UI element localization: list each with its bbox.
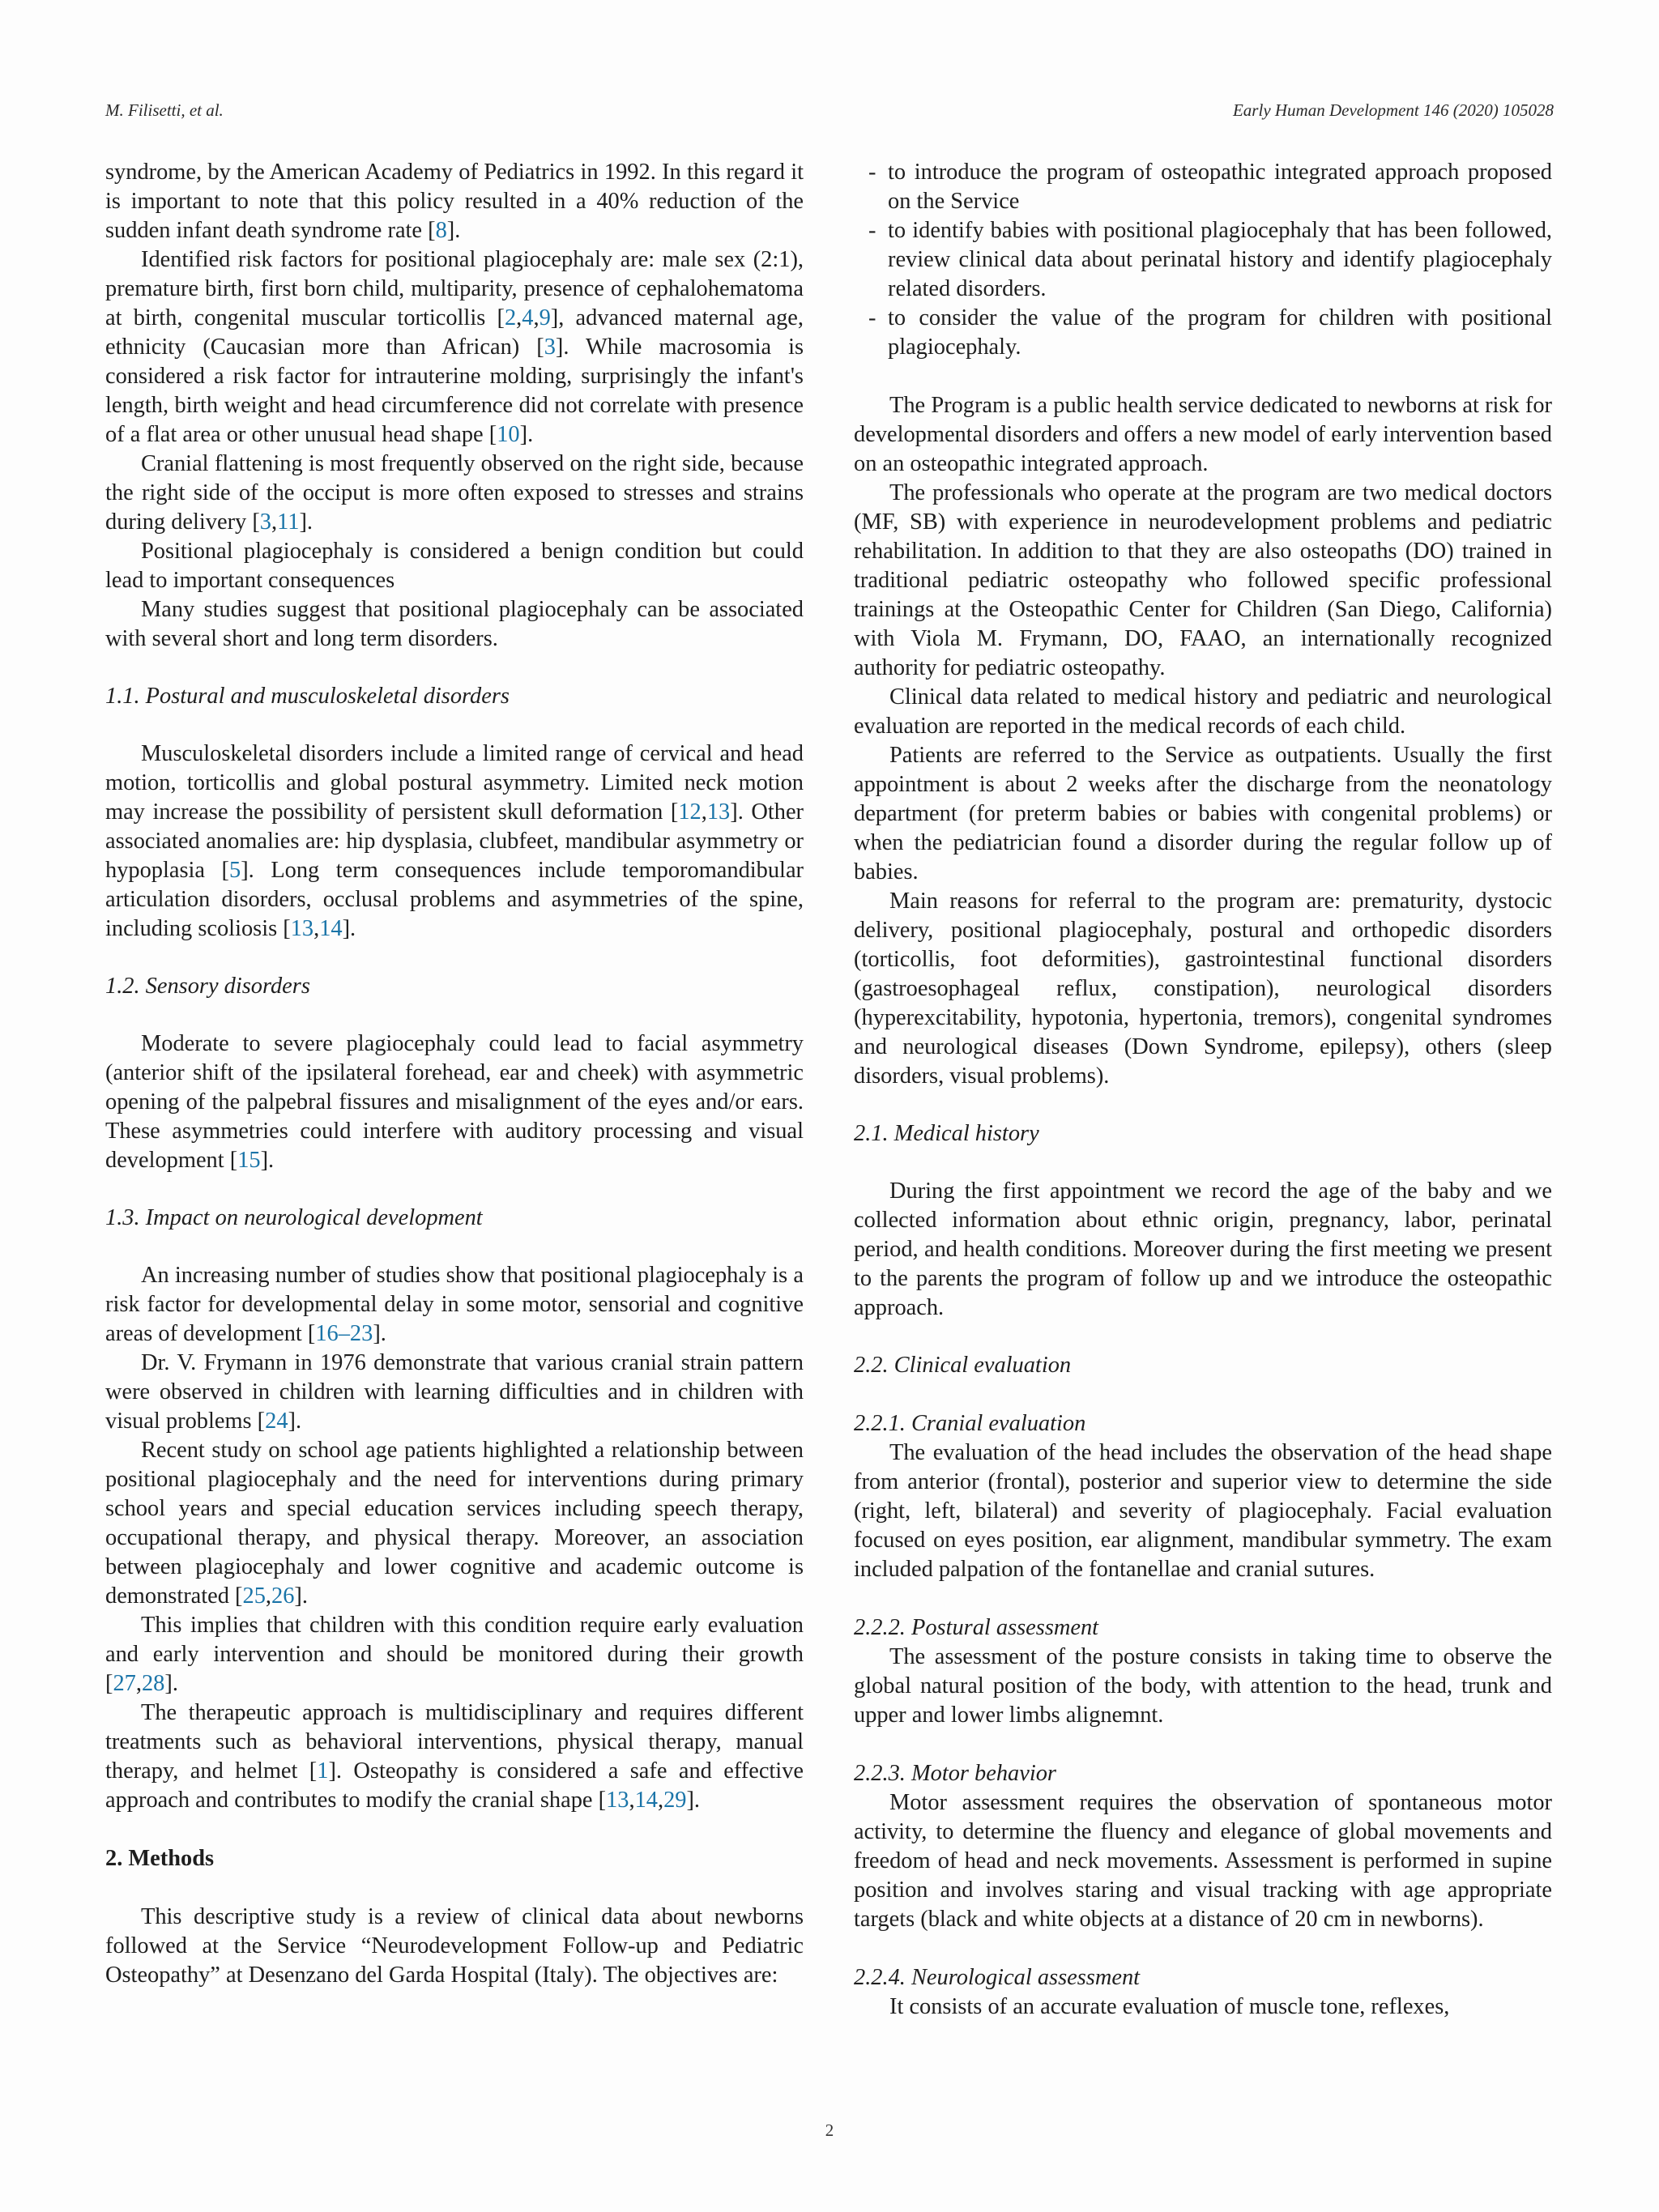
- list-item: - to identify babies with positional plagiocephaly that has been followed, review clinical data about perinatal history and identify plagiocephaly related disorders.: [868, 218, 1552, 301]
- paragraph: [105, 595, 804, 654]
- text-run: ]. Long term consequences include temporomandibular articulation disorders, occlusal problems and asymmetries of the spine, including scoliosis [: [105, 858, 804, 941]
- running-head-journal: Early Human Development 146 (2020) 105028: [1232, 100, 1554, 120]
- paragraph: The professionals who operate at the program are two medical doctors (MF, SB) with experience in neurodevelopment problems and pediatric rehabilitation. In addition to that they are also osteopaths (DO) trained in traditional pediatric osteopathy who followed specific professional trainings at the Osteopathic Center for Children (San Diego, California) with Viola M. Frymann, DO, FAAO, an internationally recognized authority for pediatric osteopathy.: [854, 480, 1552, 680]
- citation-link[interactable]: 9: [539, 305, 551, 330]
- text-run: ,: [313, 916, 320, 941]
- paragraph: [105, 1349, 804, 1436]
- subsection-heading-2-1: 2.1. Medical history: [854, 1121, 1039, 1146]
- paragraph: [105, 739, 804, 944]
- paragraph: [105, 1436, 804, 1611]
- paragraph: Patients are referred to the Service as outpatients. Usually the first appointment is about 2 weeks after the discharge from the neonatology department (for preterm babies or babies with congenital problems) or when the pediatrician found a disorder during the regular follow up of babies.: [854, 743, 1552, 884]
- citation-link[interactable]: 2: [504, 305, 517, 330]
- running-head-authors: M. Filisetti, et al.: [105, 100, 224, 120]
- list-item: - to consider the value of the program for children with positional plagiocephaly.: [868, 305, 1552, 360]
- text-run: ,: [135, 1671, 142, 1696]
- text-run: ].: [294, 1583, 308, 1609]
- text-run: Dr. V. Frymann in 1976 demonstrate that various cranial strain pattern were observed in children with learning difficulties and in children with visual problems [: [105, 1350, 804, 1434]
- citation-link[interactable]: 15: [237, 1148, 261, 1173]
- paragraph: [105, 158, 804, 245]
- text-run: This descriptive study is a review of clinical data about newborns followed at the Service “Neurodevelopment Follow-up and Pediatric Osteopathy” at Desenzano del Garda Hospital (Italy). The objectives are:: [105, 1904, 804, 1988]
- text-run: ].: [446, 218, 461, 243]
- text-run: ,: [533, 305, 539, 330]
- text-run: ].: [288, 1409, 302, 1434]
- text-run: ]. Other associated anomalies are: hip dysplasia, clubfeet, mandibular asymmetry or hypoplasia [: [105, 799, 804, 883]
- citation-link[interactable]: 12: [678, 799, 702, 825]
- text-run: ,: [701, 799, 707, 825]
- text-run: Positional plagiocephaly is considered a benign condition but could lead to important consequences: [105, 539, 804, 593]
- text-run: ].: [260, 1148, 275, 1173]
- paragraph: It consists of an accurate evaluation of muscle tone, reflexes,: [889, 1994, 1450, 2019]
- subsection-heading-1-3: 1.3. Impact on neurological development: [105, 1205, 483, 1230]
- text-run: Moderate to severe plagiocephaly could lead to facial asymmetry (anterior shift of the ipsilateral forehead, ear and cheek) with asymmetric opening of the palpebral fissures and misalignment of the eyes and/or ears. These asymmetries could interfere with auditory processing and visual development [: [105, 1031, 804, 1173]
- subsection-heading-2-2: 2.2. Clinical evaluation: [854, 1353, 1072, 1378]
- text-run: ]. Osteopathy is considered a safe and effective approach and contributes to modify the cranial shape [: [105, 1758, 804, 1813]
- paragraph: Motor assessment requires the observation of spontaneous motor activity, to determine the fluency and elegance of global movements and freedom of head and neck movements. Assessment is performed in supine position and involves staring and visual tracking with age appropriate targets (black and white objects at a distance of 20 cm in newborns).: [854, 1790, 1552, 1932]
- text-run: ].: [164, 1671, 178, 1696]
- subsubsection-heading-2-2-4: 2.2.4. Neurological assessment: [854, 1965, 1141, 1990]
- citation-link[interactable]: 16–23: [315, 1321, 373, 1346]
- citation-link[interactable]: 25: [242, 1583, 266, 1609]
- paragraph: [105, 450, 804, 537]
- paragraph: [105, 1698, 804, 1815]
- left-column: [105, 158, 804, 1990]
- citation-link[interactable]: 14: [634, 1788, 658, 1813]
- list-item: - to introduce the program of osteopathic integrated approach proposed on the Service: [868, 160, 1552, 214]
- subsubsection-heading-2-2-3: 2.2.3. Motor behavior: [854, 1761, 1056, 1786]
- paragraph: [105, 1261, 804, 1349]
- text-run: ], advanced maternal age, ethnicity (Caucasian more than African) [: [105, 305, 804, 360]
- text-run: This implies that children with this condition require early evaluation and early intervention and should be monitored during their growth [: [105, 1613, 804, 1696]
- paragraph: The assessment of the posture consists in taking time to observe the global natural position of the body, with attention to the head, trunk and upper and lower limbs alignemnt.: [854, 1644, 1552, 1728]
- subsection-heading-1-1: 1.1. Postural and musculoskeletal disorders: [105, 684, 510, 709]
- citation-link[interactable]: 8: [435, 218, 447, 243]
- paragraph: [105, 245, 804, 450]
- paragraph: During the first appointment we record the age of the baby and we collected information about ethnic origin, pregnancy, labor, perinatal period, and health conditions. Moreover during the first meeting we present to the parents the program of follow up and we introduce the osteopathic approach.: [854, 1178, 1552, 1320]
- citation-link[interactable]: 14: [319, 916, 343, 941]
- citation-link[interactable]: 11: [277, 509, 300, 535]
- section-heading-methods: 2. Methods: [105, 1846, 215, 1871]
- text-run: Recent study on school age patients highlighted a relationship between positional plagiocephaly and the need for interventions during primary school years and special education services including speech therapy, occupational therapy, and physical therapy. Moreover, an association between plagiocephaly and lower cognitive and academic outcome is demonstrated [: [105, 1438, 804, 1609]
- paragraph: [105, 537, 804, 595]
- page-number: 2: [825, 2120, 834, 2140]
- text-run: ].: [686, 1788, 701, 1813]
- text-run: Many studies suggest that positional plagiocephaly can be associated with several short and long term disorders.: [105, 597, 804, 651]
- text-run: syndrome, by the American Academy of Pediatrics in 1992. In this regard it is important to note that this policy resulted in a 40% reduction of the sudden infant death syndrome rate [: [105, 160, 804, 243]
- objectives-list: [854, 158, 1552, 362]
- paragraph: The evaluation of the head includes the observation of the head shape from anterior (frontal), posterior and superior view to determine the side (right, left, bilateral) and severity of plagiocephaly. Facial evaluation focused on eyes position, ear alignment, mandibular symmetry. The exam included palpation of the fontanellae and cranial sutures.: [854, 1440, 1552, 1582]
- text-run: ].: [299, 509, 313, 535]
- citation-link[interactable]: 4: [522, 305, 534, 330]
- text-run: ].: [342, 916, 356, 941]
- text-run: ,: [265, 1583, 271, 1609]
- citation-link[interactable]: 26: [271, 1583, 295, 1609]
- citation-link[interactable]: 5: [229, 858, 241, 883]
- paragraph: The Program is a public health service dedicated to newborns at risk for developmental disorders and offers a new model of early intervention based on an osteopathic integrated approach.: [854, 393, 1552, 476]
- citation-link[interactable]: 28: [141, 1671, 165, 1696]
- citation-link[interactable]: 13: [290, 916, 314, 941]
- text-run: ]. While macrosomia is considered a risk factor for intrauterine molding, surprisingly the infant's length, birth weight and head circumference did not correlate with presence of a flat area or other unusual head shape [: [105, 335, 804, 447]
- citation-link[interactable]: 10: [497, 422, 520, 447]
- paragraph: [105, 1611, 804, 1698]
- citation-link[interactable]: 3: [544, 335, 556, 360]
- citation-link[interactable]: 29: [663, 1788, 687, 1813]
- citation-link[interactable]: 24: [265, 1409, 288, 1434]
- paragraph: Clinical data related to medical history and pediatric and neurological evaluation are reported in the medical records of each child.: [854, 684, 1552, 739]
- text-run: ].: [519, 422, 534, 447]
- text-run: ,: [629, 1788, 635, 1813]
- citation-link[interactable]: 13: [606, 1788, 629, 1813]
- paragraph: [105, 1029, 804, 1175]
- paragraph: Main reasons for referral to the program are: prematurity, dystocic delivery, positional plagiocephaly, postural and orthopedic disorders (torticollis, foot deformities), gastrointestinal functional disorders (gastroesophageal reflux, constipation), neurological disorders (hyperexcitability, hypotonia, hypertonia, tremors), congenital syndromes and neurological diseases (Down Syndrome, epilepsy), others (sleep disorders, visual problems).: [854, 889, 1552, 1089]
- subsubsection-heading-2-2-1: 2.2.1. Cranial evaluation: [854, 1411, 1086, 1436]
- paragraph: [105, 1903, 804, 1990]
- text-run: ,: [516, 305, 522, 330]
- text-run: ,: [271, 509, 278, 535]
- citation-link[interactable]: 3: [259, 509, 271, 535]
- citation-link[interactable]: 13: [706, 799, 731, 825]
- citation-link[interactable]: 1: [317, 1758, 329, 1784]
- text-run: An increasing number of studies show that positional plagiocephaly is a risk factor for developmental delay in some motor, sensorial and cognitive areas of development [: [105, 1263, 804, 1346]
- citation-link[interactable]: 27: [113, 1671, 136, 1696]
- subsubsection-heading-2-2-2: 2.2.2. Postural assessment: [854, 1615, 1099, 1640]
- text-run: Identified risk factors for positional plagiocephaly are: male sex (2:1), premature birth, first born child, multiparity, presence of cephalohematoma at birth, congenital muscular torticollis [: [105, 247, 804, 330]
- subsection-heading-1-2: 1.2. Sensory disorders: [105, 974, 310, 999]
- right-column: [854, 158, 1552, 2022]
- text-run: Musculoskeletal disorders include a limited range of cervical and head motion, torticollis and global postural asymmetry. Limited neck motion may increase the possibility of persistent skull deformation [: [105, 741, 804, 825]
- text-run: ].: [373, 1321, 386, 1346]
- text-run: Cranial flattening is most frequently observed on the right side, because the right side of the occiput is more often exposed to stresses and strains during delivery [: [105, 451, 804, 535]
- text-run: ,: [657, 1788, 664, 1813]
- text-run: The therapeutic approach is multidisciplinary and requires different treatments such as behavioral interventions, physical therapy, manual therapy, and helmet [: [105, 1700, 804, 1784]
